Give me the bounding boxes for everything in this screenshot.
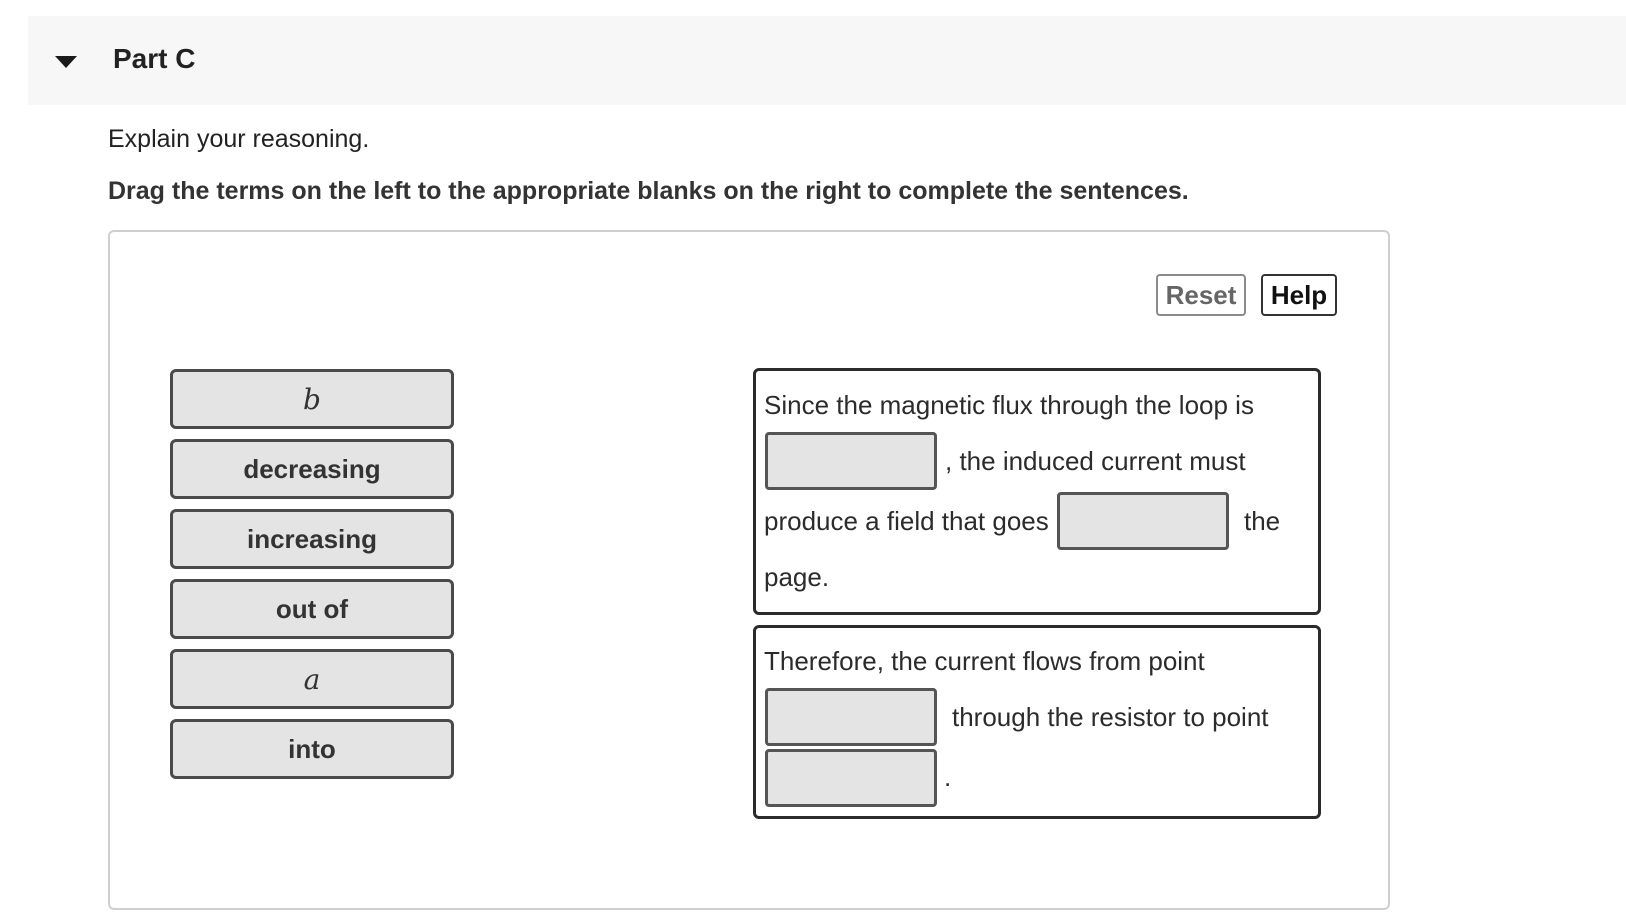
sentence-2-line-1: Therefore, the current flows from point [764, 646, 1205, 676]
term-increasing[interactable]: increasing [170, 509, 454, 569]
sentence-1-line-3: produce a field that goes [764, 506, 1049, 536]
caret-down-icon[interactable] [54, 54, 78, 70]
reset-button[interactable]: Reset [1156, 274, 1246, 316]
sentence-2-period: . [944, 762, 952, 792]
drop-blank-2[interactable] [1057, 492, 1229, 550]
term-decreasing[interactable]: decreasing [170, 439, 454, 499]
sentence-1-line-3-end: the [1244, 506, 1281, 536]
drop-blank-4[interactable] [765, 749, 937, 807]
drop-blank-1[interactable] [765, 432, 937, 490]
term-a[interactable]: a [170, 649, 454, 709]
sentence-1-line-1: Since the magnetic flux through the loop is [764, 390, 1254, 420]
sentence-2-line-2: through the resistor to point [952, 702, 1269, 732]
sentence-1-line-4: page. [764, 562, 830, 592]
term-b[interactable]: b [170, 369, 454, 429]
help-button[interactable]: Help [1261, 274, 1337, 316]
part-title: Part C [113, 43, 196, 74]
part-header [28, 16, 1626, 105]
drop-blank-3[interactable] [765, 688, 937, 746]
term-out-of[interactable]: out of [170, 579, 454, 639]
sentence-1-line-2: , the induced current must [945, 446, 1246, 476]
directions-text: Drag the terms on the left to the appropriate blanks on the right to complete the sentences. [108, 177, 1189, 205]
term-into[interactable]: into [170, 719, 454, 779]
instruction-text: Explain your reasoning. [108, 125, 370, 153]
